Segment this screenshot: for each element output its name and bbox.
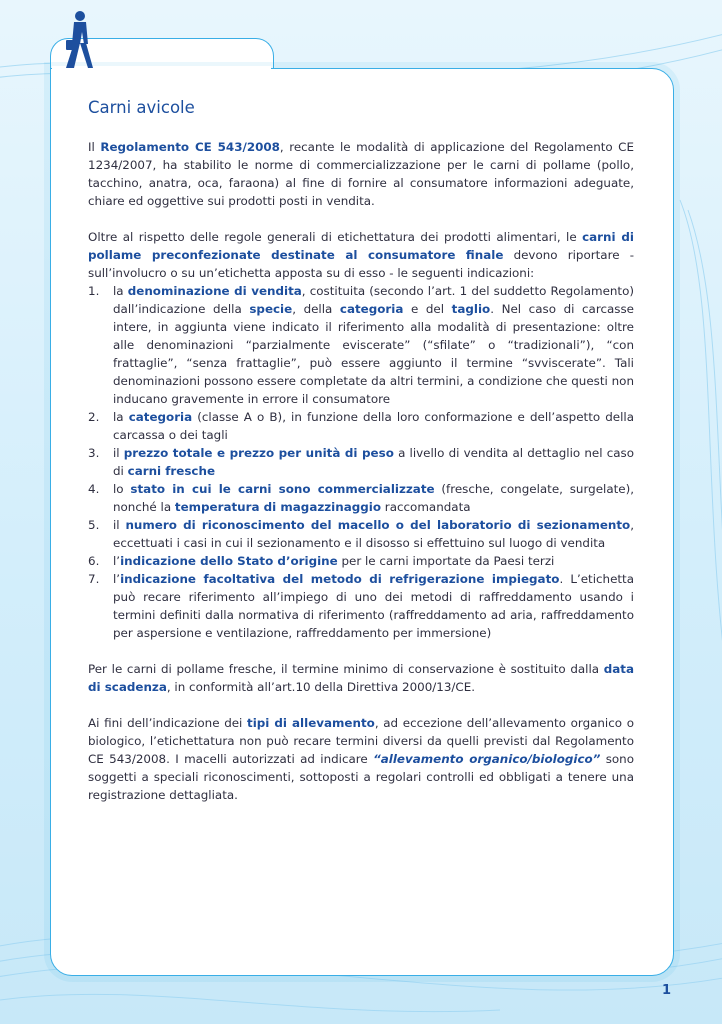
text-run: per le carni importate da Paesi terzi xyxy=(337,554,555,568)
text-run: , in conformità all’art.10 della Direttiva 2000/13/CE. xyxy=(166,680,476,694)
bold-run: carni di pollame preconfezionate destinate al consumatore finale xyxy=(88,230,634,262)
bold-run: taglio xyxy=(451,302,491,316)
bold-run: categoria xyxy=(128,410,193,424)
bold-run: data di scadenza xyxy=(88,662,634,694)
text-run: (classe A o B), in funzione della loro conformazione e dell’aspetto della carcassa o dei tagli xyxy=(113,410,634,442)
page-number: 1 xyxy=(662,983,672,998)
list-number: 4. xyxy=(88,482,100,496)
list-number: 2. xyxy=(88,410,100,424)
text-run: . L’etichetta può recare riferimento all’impiego di uno dei metodi di raffreddamento usando i termini definiti dalla normativa di riferimento (raffreddamento ad aria, raffreddamento per aspersione e ventilazione, raffreddamento per immersione) xyxy=(113,572,635,640)
bold-run: specie xyxy=(249,302,293,316)
list-number: 7. xyxy=(88,572,100,586)
page-title: Carni avicole xyxy=(88,98,195,117)
bold-run: tipi di allevamento xyxy=(247,716,375,730)
list-item xyxy=(88,480,634,516)
paragraph-labelling xyxy=(88,228,634,282)
text-run: il xyxy=(113,446,124,460)
text-run: Per le carni di pollame fresche, il termine minimo di conservazione è sostituito dalla xyxy=(88,662,604,676)
bold-run: indicazione dello Stato d’origine xyxy=(120,554,338,568)
text-run: Ai fini dell’indicazione dei xyxy=(88,716,248,730)
text-run: Il xyxy=(88,140,101,154)
bold-run: carni fresche xyxy=(127,464,216,478)
text-run: , eccettuati i casi in cui il sezionamento e il disosso si effettuino sul luogo di vendita xyxy=(113,518,635,550)
bold-run: prezzo totale e prezzo per unità di peso xyxy=(123,446,394,460)
list-item xyxy=(88,282,634,408)
paragraph-farming xyxy=(88,714,634,804)
list-number: 1. xyxy=(88,284,100,298)
list-number: 5. xyxy=(88,518,100,532)
list-item xyxy=(88,570,634,642)
list-number: 3. xyxy=(88,446,100,460)
text-run: . Nel caso di carcasse intere, in aggiunta viene indicato il riferimento alla modalità di presentazione: oltre alle denominazioni “parzialmente eviscerate” (“sfilate” o “tradizionali”), “con frattaglie”, “senza frattaglie”, può essere aggiunto il termine “svviscerate”. Tali denominazioni possono essere completate da altri termini, a condizione che questi non inducano gravemente in errore il consumatore xyxy=(113,302,634,406)
text-run: , recante le modalità di applicazione del Regolamento CE 1234/2007, ha stabilito le norme di commercializzazione per le carni di pollame (pollo, tacchino, anatra, oca, faraona) al fine di fornire al consumatore informazioni adeguate, chiare ed oggettive sui prodotti posti in vendita. xyxy=(88,140,634,208)
text-run: Oltre al rispetto delle regole generali di etichettatura dei prodotti alimentari, le xyxy=(88,230,583,244)
text-run: il xyxy=(113,518,126,532)
walking-man-icon xyxy=(60,10,100,72)
text-run: sono soggetti a speciali riconoscimenti, sottoposti a regolari controlli ed obbligati a tenere una registrazione dettagliata. xyxy=(88,752,634,802)
document-body xyxy=(88,96,634,822)
indications-list xyxy=(88,282,634,642)
paragraph-expiry xyxy=(88,660,634,696)
italic-run: “allevamento organico/biologico” xyxy=(373,752,601,766)
bold-run: Regolamento CE 543/2008 xyxy=(100,140,280,154)
bold-run: indicazione facoltativa del metodo di refrigerazione impiegato xyxy=(120,572,560,586)
text-run: lo xyxy=(113,482,131,496)
text-run: (fresche, congelate, surgelate), nonché la xyxy=(113,482,635,514)
paragraph-regulation xyxy=(88,138,634,210)
text-run: raccomandata xyxy=(381,500,471,514)
list-item xyxy=(88,444,634,480)
text-run: la xyxy=(113,410,129,424)
text-run: , ad eccezione dell’allevamento organico o biologico, l’etichettatura non può recare termini diversi da quelli previsti dal Regolamento CE 543/2008. I macelli autorizzati ad indicare xyxy=(88,716,634,766)
text-run: la xyxy=(113,284,128,298)
text-run: e del xyxy=(403,302,452,316)
bold-run: temperatura di magazzinaggio xyxy=(174,500,382,514)
text-run: l’ xyxy=(113,572,121,586)
text-run: , della xyxy=(292,302,340,316)
text-run: a livello di vendita al dettaglio nel caso di xyxy=(113,446,634,478)
text-run: , costituita (secondo l’art. 1 del suddetto Regolamento) dall’indicazione della xyxy=(113,284,635,316)
text-run: l’ xyxy=(113,554,121,568)
bold-run: numero di riconoscimento del macello o del laboratorio di sezionamento xyxy=(125,518,631,532)
list-number: 6. xyxy=(88,554,100,568)
bold-run: denominazione di vendita xyxy=(127,284,302,298)
list-item xyxy=(88,408,634,444)
text-run: devono riportare - sull’involucro o su un’etichetta apposta su di esso - le seguenti indicazioni: xyxy=(88,248,634,280)
bold-run: categoria xyxy=(339,302,404,316)
list-item xyxy=(88,516,634,552)
list-item xyxy=(88,552,634,570)
bold-run: stato in cui le carni sono commercializzate xyxy=(130,482,435,496)
